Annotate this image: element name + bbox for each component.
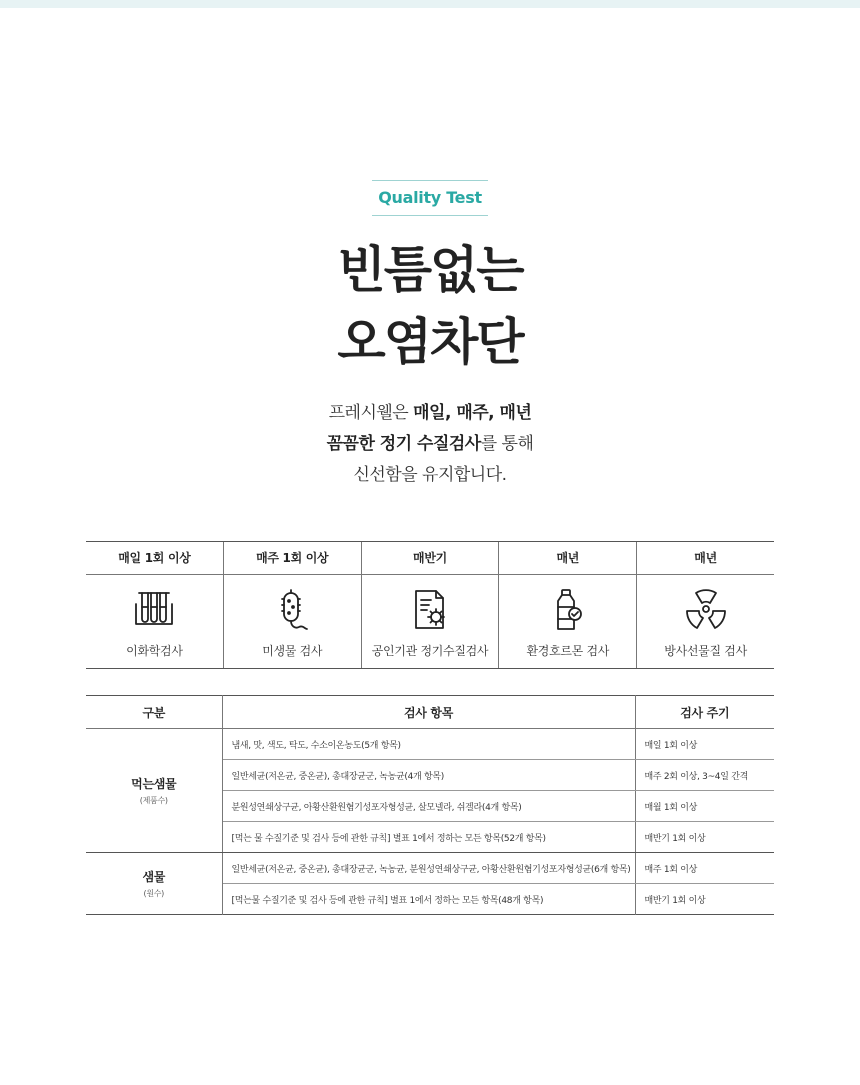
radiation-icon [682,588,730,632]
quality-test-badge: Quality Test [372,180,488,216]
test-item: 냄새, 맛, 색도, 탁도, 수소이온농도(5개 항목) [222,729,635,760]
description-line-3: 신선함을 유지합니다. [353,465,507,485]
test-item: 일반세균(저온균, 중온균), 총대장균군, 녹농균, 분원성연쇄상구균, 아황산환원혐기성포자형성균(6개 항목) [222,853,635,884]
schedule-frequency: 매일 1회 이상 [86,542,223,575]
headline-line-2: 오염차단 [337,313,523,371]
test-item: [먹는물 수질기준 및 검사 등에 관한 규칙] 별표 1에서 정하는 모든 항목(48개 항목) [222,884,635,915]
test-period: 매월 1회 이상 [635,791,774,822]
description-line-2 [0,429,860,459]
schedule-label: 미생물 검사 [262,644,323,658]
table-header-row [86,696,774,729]
schedule-label: 이화학검사 [126,644,183,658]
category-name: 먹는샘물 [131,777,177,791]
schedule-label: 방사선물질 검사 [664,644,747,658]
schedule-column [224,542,362,668]
schedule-column [362,542,500,668]
description-emphasis: 매일, 매주, 매년 [413,403,532,423]
schedule-frequency: 매반기 [362,542,499,575]
category-name: 샘물 [142,870,166,884]
test-period: 매일 1회 이상 [635,729,774,760]
items-header: 검사 항목 [222,696,635,729]
test-item: [먹는 물 수질기준 및 검사 등에 관한 규칙] 별표 1에서 정하는 모든 항목(52개 항목) [222,822,635,853]
description-emphasis: 꼼꼼한 정기 수질검사 [326,434,481,454]
period-header: 검사 주기 [635,696,774,729]
test-item: 분원성연쇄상구균, 아황산환원혐기성포자형성균, 살모넬라, 쉬겔라(4개 항목) [222,791,635,822]
water-bottle-check-icon [544,588,592,632]
category-cell [86,853,222,915]
test-item: 일반세균(저온균, 중온균), 총대장균군, 녹농균(4개 항목) [222,760,635,791]
schedule-frequency: 매년 [637,542,774,575]
test-period: 매주 1회 이상 [635,853,774,884]
microbe-icon [268,588,316,632]
description-text: 를 통해 [480,434,534,454]
schedule-column [499,542,637,668]
table-row [86,853,774,884]
schedule-frequency: 매주 1회 이상 [224,542,361,575]
inspection-schedule-table [86,541,774,669]
schedule-column [637,542,774,668]
schedule-label: 환경호르몬 검사 [526,644,610,658]
description-line-1 [0,398,860,428]
document-molecule-icon [406,588,454,632]
category-cell [86,729,222,853]
test-tubes-icon [130,588,178,632]
category-sub: (원수) [143,889,164,898]
inspection-detail-table [86,695,774,915]
top-bar [0,0,860,8]
table-row [86,729,774,760]
description-text: 프레시웰은 [328,403,414,423]
schedule-frequency: 매년 [499,542,636,575]
category-header: 구분 [86,696,222,729]
category-sub: (제품수) [139,796,168,805]
schedule-label: 공인기관 정기수질검사 [371,644,489,658]
test-period: 매주 2회 이상, 3~4일 간격 [635,760,774,791]
schedule-column [86,542,224,668]
headline-line-1: 빈틈없는 [337,241,523,299]
test-period: 매반기 1회 이상 [644,895,706,906]
test-period: 매반기 1회 이상 [635,822,774,853]
